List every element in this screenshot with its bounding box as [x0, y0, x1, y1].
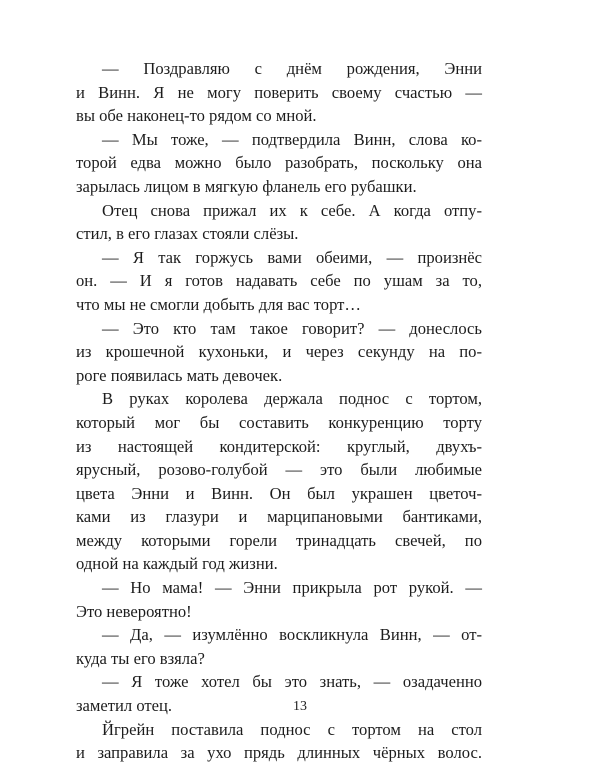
text-line: из крошечной кухоньки, и через секунду на по-: [76, 342, 482, 362]
text-line: — Это кто там такое говорит? — донеслось: [102, 318, 482, 338]
text-line: заметил отец.: [76, 696, 173, 716]
text-line: между которыми горели тринадцать свечей, по: [76, 530, 482, 550]
text-line: что мы не смогли добыть для вас торт…: [76, 294, 362, 314]
text-line: и заправила за ухо прядь длинных чёрных волос.: [76, 743, 482, 763]
text-line: — Мы тоже, — подтвердила Винн, слова ко-: [102, 129, 482, 149]
text-line: роге появилась мать девочек.: [76, 365, 283, 385]
text-line: — Да, — изумлённо воскликнула Винн, — от-: [102, 625, 482, 645]
text-line: он. — И я готов надавать себе по ушам за то,: [76, 271, 482, 291]
text-line: куда ты его взяла?: [76, 648, 205, 668]
text-line: который мог бы составить конкуренцию торту: [76, 412, 482, 432]
text-line: торой едва можно было разобрать, поскольку она: [76, 153, 482, 173]
text-line: вы обе наконец-то рядом со мной.: [76, 106, 317, 126]
text-line: и Винн. Я не могу поверить своему счастью —: [76, 82, 482, 102]
text-line: — Я так горжусь вами обеими, — произнёс: [102, 247, 482, 267]
text-line: Йгрейн поставила поднос с тортом на стол: [102, 719, 482, 739]
text-line: Это невероятно!: [76, 601, 192, 621]
page-number: 13: [293, 699, 307, 714]
text-line: — Но мама! — Энни прикрыла рот рукой. —: [102, 578, 482, 598]
body-text: [76, 57, 482, 765]
text-line: В руках королева держала поднос с тортом,: [102, 389, 482, 409]
text-line: — Поздравляю с днём рождения, Энни: [102, 59, 482, 78]
text-line: — Я тоже хотел бы это знать, — озадаченно: [102, 672, 482, 692]
text-line: Отец снова прижал их к себе. А когда отпу-: [102, 200, 482, 220]
text-line: ками из глазури и марципановыми бантиками,: [76, 507, 482, 527]
text-line: зарылась лицом в мягкую фланель его рубашки.: [76, 176, 417, 196]
text-line: цвета Энни и Винн. Он был украшен цветоч-: [76, 483, 482, 503]
text-line: из настоящей кондитерской: круглый, двухъ-: [76, 436, 482, 456]
text-line: ярусный, розово-голубой — это были любимые: [76, 460, 482, 480]
text-line: одной на каждый год жизни.: [76, 554, 278, 574]
text-line: стил, в его глазах стояли слёзы.: [76, 224, 299, 244]
